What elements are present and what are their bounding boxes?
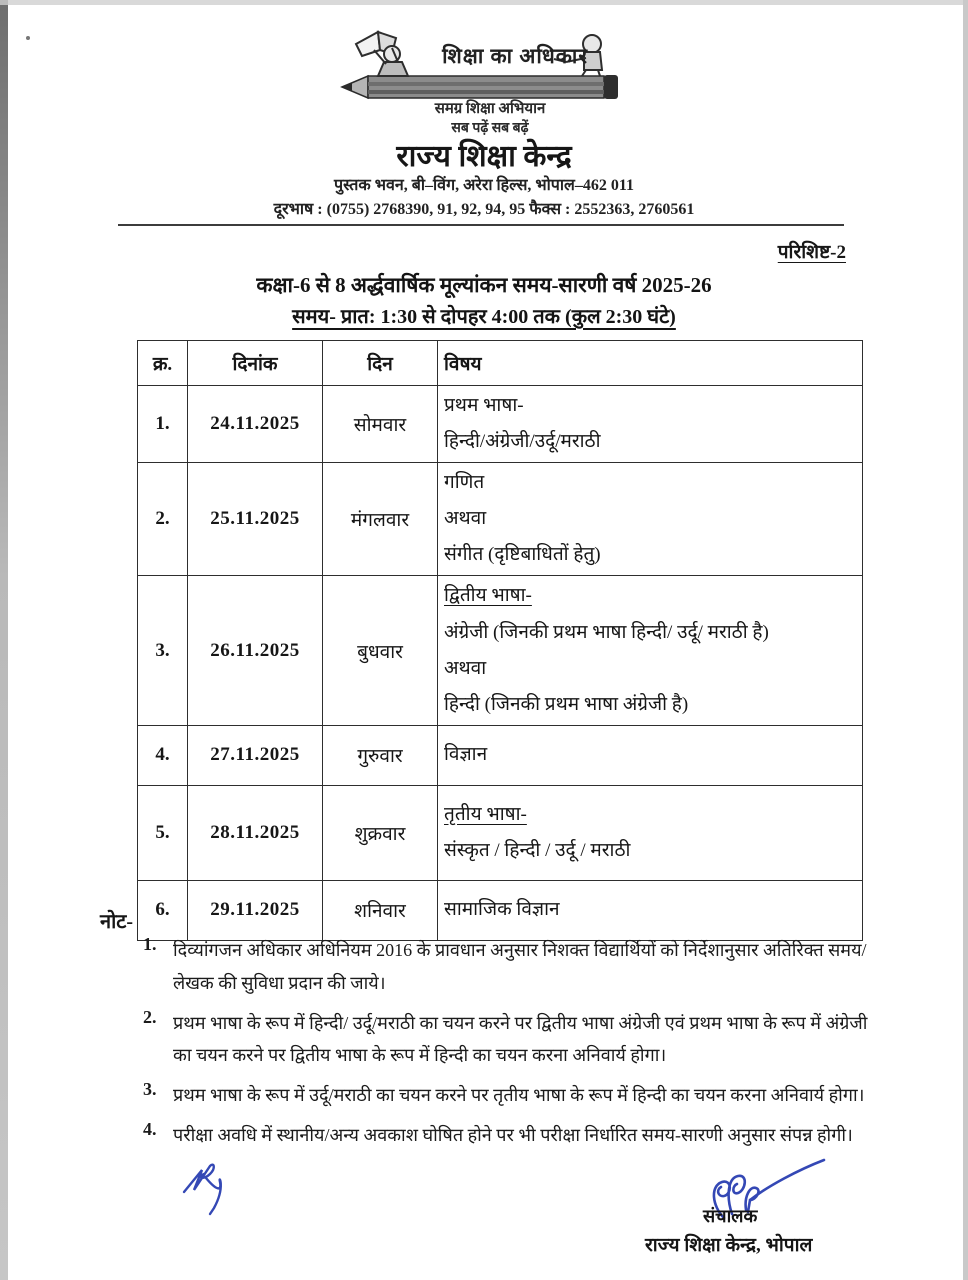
- row-subject: प्रथम भाषा- हिन्दी/अंग्रेजी/उर्दू/मराठी: [438, 386, 863, 463]
- table-row: [138, 386, 863, 463]
- scan-speck: [26, 36, 30, 40]
- notes-list: [143, 934, 875, 1159]
- org-name: राज्य शिक्षा केन्द्र: [396, 140, 572, 173]
- row-day: मंगलवार: [323, 463, 438, 576]
- girl-figure-icon: [356, 32, 408, 76]
- row-day: सोमवार: [323, 386, 438, 463]
- row-day: शुक्रवार: [323, 785, 438, 880]
- row-sno: 3.: [138, 576, 188, 725]
- note-item: 3. प्रथम भाषा के रूप में उर्दू/मराठी का चयन करने पर तृतीय भाषा के रूप में हिन्दी का चयन करना अनिवार्य होगा।: [143, 1079, 865, 1105]
- table-row: [138, 880, 863, 940]
- row-day: शनिवार: [323, 880, 438, 940]
- signatory-org: राज्य शिक्षा केन्द्र, भोपाल: [645, 1235, 813, 1256]
- row-date: 25.11.2025: [188, 463, 323, 576]
- notes-label: नोट-: [100, 911, 134, 933]
- row-subject: सामाजिक विज्ञान: [438, 880, 863, 940]
- table-row: [138, 725, 863, 785]
- row-subject: गणित अथवा संगीत (दृष्टिबाधितों हेतु): [438, 463, 863, 576]
- document-subtitle: समय- प्रात: 1:30 से दोपहर 4:00 तक (कुल 2:30 घंटे): [292, 306, 676, 328]
- table-row: [138, 463, 863, 576]
- row-sno: 5.: [138, 785, 188, 880]
- header-divider: [118, 224, 844, 226]
- scan-edge-top: [0, 0, 968, 5]
- table-row: [138, 785, 863, 880]
- exam-timetable: [137, 340, 863, 941]
- row-subject: द्वितीय भाषा- अंग्रेजी (जिनकी प्रथम भाषा हिन्दी/ उर्दू/ मराठी है) अथवा हिन्दी (जिनकी प्रथम भाषा अंग्रेजी है): [438, 576, 863, 725]
- note-item: 4. परीक्षा अवधि में स्थानीय/अन्य अवकाश घोषित होने पर भी परीक्षा निर्धारित समय-सारणी अनुसार संपन्न होगी।: [143, 1118, 853, 1145]
- logo-motto: शिक्षा का अधिकार: [442, 44, 588, 68]
- row-sno: 6.: [138, 880, 188, 940]
- row-day: बुधवार: [323, 576, 438, 725]
- header-date: दिनांक: [188, 341, 323, 386]
- row-date: 28.11.2025: [188, 785, 323, 880]
- document-title: कक्षा-6 से 8 अर्द्धवार्षिक मूल्यांकन समय-सारणी वर्ष 2025-26: [256, 273, 712, 297]
- row-subject: विज्ञान: [438, 725, 863, 785]
- signatory-role: संचालक: [703, 1206, 758, 1226]
- appendix-label: परिशिष्ट-2: [777, 242, 846, 263]
- header-day: दिन: [323, 341, 438, 386]
- row-date: 27.11.2025: [188, 725, 323, 785]
- row-date: 29.11.2025: [188, 880, 323, 940]
- row-day: गुरुवार: [323, 725, 438, 785]
- row-subject: तृतीय भाषा- संस्कृत / हिन्दी / उर्दू / मराठी: [438, 785, 863, 880]
- header-sno: क्र.: [138, 341, 188, 386]
- table-header-row: [138, 341, 863, 386]
- org-phone: दूरभाष : (0755) 2768390, 91, 92, 94, 95 फैक्स : 2552363, 2760561: [273, 201, 695, 218]
- table-row: [138, 576, 863, 725]
- logo-campaign: समग्र शिक्षा अभियान: [434, 101, 546, 117]
- row-date: 26.11.2025: [188, 576, 323, 725]
- note-item: 2. प्रथम भाषा के रूप में हिन्दी/ उर्दू/मराठी का चयन करने पर द्वितीय भाषा अंग्रेजी एवं प्रथम भाषा के रूप में अंग्रेजी का चयन करने पर द्वितीय भाषा के रूप में हिन्दी का चयन करना अनिवार्य होगा।: [143, 1006, 868, 1066]
- row-sno: 1.: [138, 386, 188, 463]
- row-sno: 4.: [138, 725, 188, 785]
- header-subject: विषय: [438, 341, 863, 386]
- row-sno: 2.: [138, 463, 188, 576]
- note-item: 1. दिव्यांगजन अधिकार अधिनियम 2016 के प्रावधान अनुसार निशक्त विद्यार्थियों को निर्देशानुसार अतिरिक्त समय/ लेखक की सुविधा प्रदान की जाये।: [143, 934, 867, 993]
- logo-slogan: सब पढ़ें सब बढ़ें: [451, 121, 529, 136]
- initials-signature-icon: [176, 1156, 248, 1220]
- row-date: 24.11.2025: [188, 386, 323, 463]
- org-address: पुस्तक भवन, बी–विंग, अरेरा हिल्स, भोपाल–462 011: [334, 177, 634, 194]
